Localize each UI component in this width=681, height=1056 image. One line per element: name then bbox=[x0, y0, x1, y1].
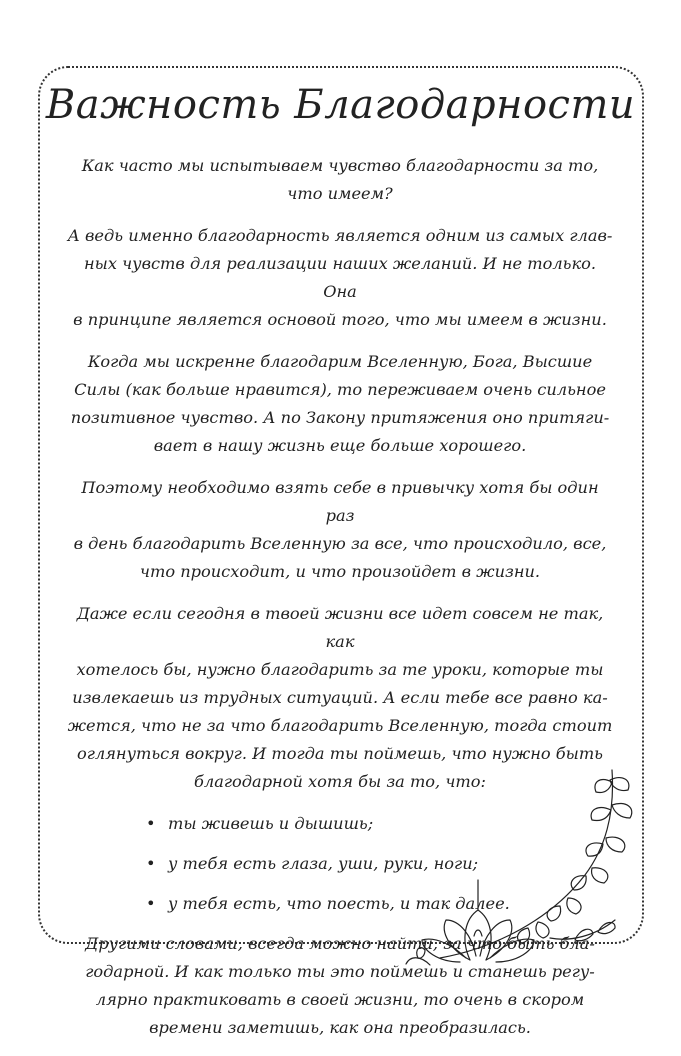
text-line: в день благодарить Вселенную за все, что происходило, все, bbox=[73, 534, 607, 553]
text-line: Другими словами, всегда можно найти, за что быть бла- bbox=[85, 934, 595, 953]
lotus-leaf-wreath-icon bbox=[400, 760, 650, 980]
text-line: вает в нашу жизнь еще больше хорошего. bbox=[153, 436, 527, 455]
list-item: • ты живешь и дышишь; bbox=[146, 810, 614, 838]
list-item: • у тебя есть глаза, уши, руки, ноги; bbox=[146, 850, 614, 878]
text-line: Как часто мы испытываем чувство благодарности за то, bbox=[81, 156, 599, 175]
paragraph-2 bbox=[66, 222, 614, 334]
text-line: жется, что не за что благодарить Вселенную, тогда стоит bbox=[67, 716, 613, 735]
text-line: Когда мы искренне благодарим Вселенную, Бога, Высшие bbox=[87, 352, 593, 371]
paragraph-3 bbox=[66, 348, 614, 460]
paragraph-4 bbox=[66, 474, 614, 586]
text-line: в принципе является основой того, что мы имеем в жизни. bbox=[73, 310, 607, 329]
page-title: Важность Благодарности bbox=[45, 82, 636, 128]
text-line: хотелось бы, нужно благодарить за те уроки, которые ты bbox=[76, 660, 604, 679]
text-line: что происходит, и что произойдет в жизни. bbox=[139, 562, 541, 581]
text-line: позитивное чувство. А по Закону притяжения оно притяги- bbox=[70, 408, 610, 427]
text-line: извлекаешь из трудных ситуаций. А если тебе все равно ка- bbox=[72, 688, 608, 707]
text-line: благодарной хотя бы за то, что: bbox=[194, 772, 486, 791]
list-item: • у тебя есть, что поесть, и так далее. bbox=[146, 890, 614, 918]
text-line: Поэтому необходимо взять себе в привычку хотя бы один раз bbox=[81, 478, 599, 525]
text-line: годарной. И как только ты это поймешь и станешь регу- bbox=[85, 962, 595, 981]
text-line: оглянуться вокруг. И тогда ты поймешь, что нужно быть bbox=[76, 744, 603, 763]
text-line: А ведь именно благодарность является одним из самых глав- bbox=[67, 226, 613, 245]
text-line: что имеем? bbox=[287, 184, 393, 203]
text-line: Даже если сегодня в твоей жизни все идет совсем не так, как bbox=[76, 604, 604, 651]
paragraph-1 bbox=[66, 152, 614, 208]
text-line: лярно практиковать в своей жизни, то очень в скором bbox=[95, 990, 585, 1009]
text-line: времени заметишь, как она преобразилась. bbox=[149, 1018, 531, 1037]
text-line: Силы (как больше нравится), то переживаем очень сильное bbox=[74, 380, 606, 399]
text-line: ных чувств для реализации наших желаний. И не только. Она bbox=[83, 254, 597, 301]
